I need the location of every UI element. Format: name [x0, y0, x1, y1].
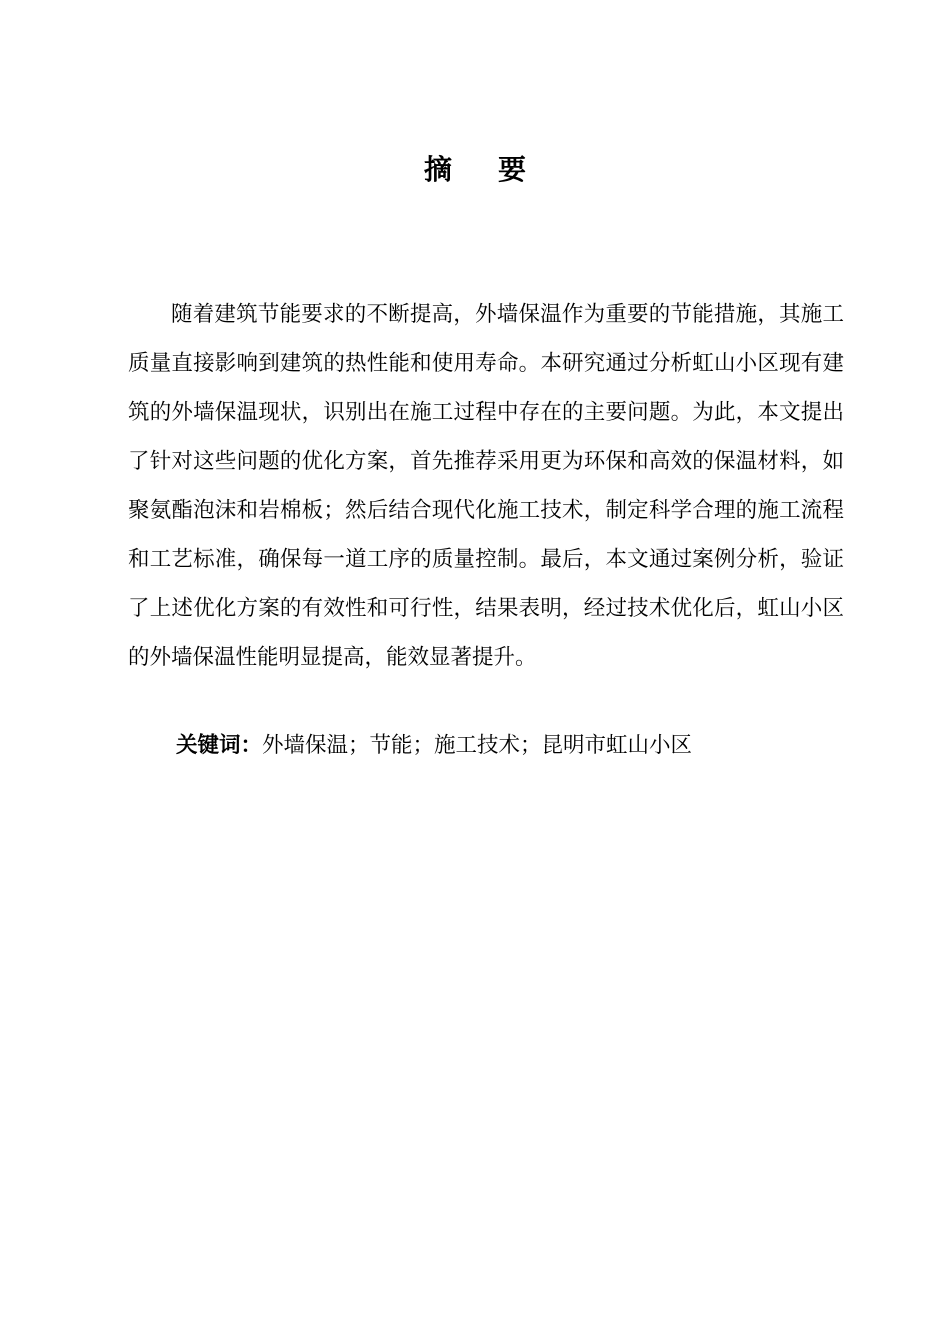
abstract-title	[0, 148, 950, 192]
abstract-paragraph: 随着建筑节能要求的不断提高，外墙保温作为重要的节能措施，其施工质量直接影响到建筑的热性能和使用寿命。本研究通过分析虹山小区现有建筑的外墙保温现状，识别出在施工过程中存在的主要问题。为此，本文提出了针对这些问题的优化方案，首先推荐采用更为环保和高效的保温材料，如聚氨酯泡沫和岩棉板；然后结合现代化施工技术，制定科学合理的施工流程和工艺标准，确保每一道工序的质量控制。最后，本文通过案例分析，验证了上述优化方案的有效性和可行性，结果表明，经过技术优化后，虹山小区的外墙保温性能明显提高，能效显著提升。	[128, 302, 844, 670]
abstract-title-part2: 要	[498, 153, 527, 186]
keywords-label: 关键词：	[176, 733, 263, 758]
keywords-text: 外墙保温；节能；施工技术；昆明市虹山小区	[262, 733, 693, 758]
abstract-title-part1: 摘	[423, 153, 452, 186]
abstract-body	[128, 290, 844, 682]
keywords-line	[176, 724, 692, 768]
